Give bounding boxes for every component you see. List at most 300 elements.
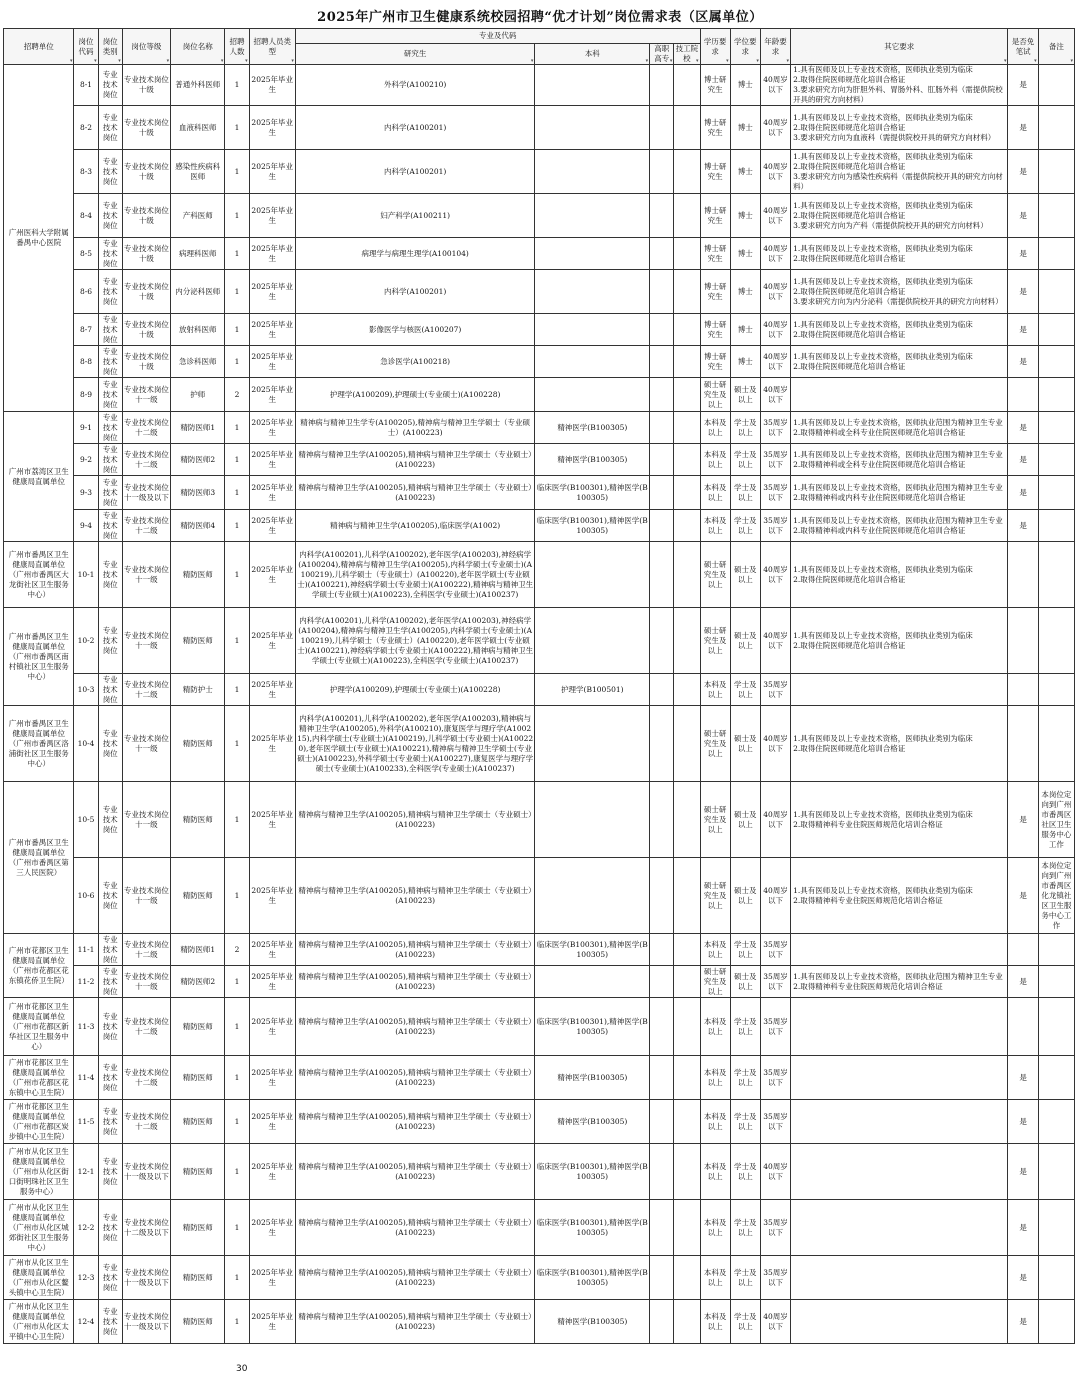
cell-name: 精防医师	[171, 706, 225, 782]
table-row	[4, 542, 1075, 608]
cell-degree: 学士及以上	[730, 934, 760, 966]
cell-edu: 博士研究生	[700, 65, 730, 106]
cell-age: 35周岁以下	[760, 476, 790, 510]
cell-name: 放射科医师	[171, 314, 225, 346]
cell-count: 1	[225, 782, 249, 858]
cell-name: 急诊科医师	[171, 346, 225, 378]
cell-other	[791, 1144, 1008, 1200]
cell-tech	[674, 510, 700, 542]
cell-grad: 精神病与精神卫生学(A100205),精神病与精神卫生学硕士（专业硕士）(A100223)	[295, 934, 535, 966]
cell-edu: 博士研究生	[700, 238, 730, 270]
cell-type: 2025年毕业生	[249, 378, 295, 412]
cell-voc-high	[650, 966, 674, 998]
cell-code: 11-3	[74, 998, 98, 1056]
cell-age: 40周岁以下	[760, 1144, 790, 1200]
cell-type: 2025年毕业生	[249, 858, 295, 934]
cell-degree: 学士及以上	[730, 444, 760, 476]
cell-tech	[674, 1300, 700, 1344]
cell-other: 1.具有医师及以上专业技术资格，医师执业类别为临床 2.取得精神科专业住院医师规范化培训合格证	[791, 782, 1008, 858]
cell-category: 专业技术岗位	[98, 966, 122, 998]
cell-tech	[674, 1056, 700, 1100]
cell-degree: 学士及以上	[730, 1300, 760, 1344]
cell-code: 12-3	[74, 1256, 98, 1300]
cell-degree: 硕士及以上	[730, 858, 760, 934]
header-exempt: 是否免笔试 ▾	[1008, 29, 1038, 65]
cell-category: 专业技术岗位	[98, 444, 122, 476]
cell-code: 9-2	[74, 444, 98, 476]
cell-category: 专业技术岗位	[98, 106, 122, 150]
header-undergrad: 本科 ▾	[535, 44, 650, 65]
cell-level: 专业技术岗位十级	[122, 65, 170, 106]
cell-category: 专业技术岗位	[98, 412, 122, 444]
cell-degree: 博士	[730, 314, 760, 346]
cell-edu: 本科及以上	[700, 998, 730, 1056]
cell-undergrad: 精神医学(B100305)	[535, 1056, 650, 1100]
cell-edu: 本科及以上	[700, 1100, 730, 1144]
cell-level: 专业技术岗位十二级	[122, 510, 170, 542]
cell-type: 2025年毕业生	[249, 706, 295, 782]
cell-degree: 硕士及以上	[730, 378, 760, 412]
cell-count: 2	[225, 378, 249, 412]
table-row	[4, 106, 1075, 150]
cell-name: 普通外科医师	[171, 65, 225, 106]
header-tech: 技工院校 ▾	[675, 44, 699, 64]
cell-category: 专业技术岗位	[98, 858, 122, 934]
cell-tech	[674, 782, 700, 858]
cell-undergrad: 临床医学(B100301),精神医学(B100305)	[535, 510, 650, 542]
cell-code: 12-2	[74, 1200, 98, 1256]
cell-type: 2025年毕业生	[249, 1100, 295, 1144]
cell-count: 1	[225, 1200, 249, 1256]
cell-degree: 学士及以上	[730, 674, 760, 706]
table-row	[4, 706, 1075, 782]
cell-age: 40周岁以下	[760, 1300, 790, 1344]
cell-count: 1	[225, 966, 249, 998]
cell-exempt: 是	[1008, 510, 1038, 542]
cell-tech	[674, 346, 700, 378]
cell-tech	[674, 1100, 700, 1144]
cell-code: 10-1	[74, 542, 98, 608]
table-row	[4, 966, 1075, 998]
cell-code: 8-2	[74, 106, 98, 150]
cell-level: 专业技术岗位十一级	[122, 782, 170, 858]
cell-remark	[1038, 194, 1074, 238]
cell-exempt: 是	[1008, 1056, 1038, 1100]
cell-edu: 博士研究生	[700, 346, 730, 378]
cell-level: 专业技术岗位十二级	[122, 444, 170, 476]
cell-grad: 妇产科学(A100211)	[295, 194, 535, 238]
table-row	[4, 378, 1075, 412]
cell-level: 专业技术岗位十二级	[122, 412, 170, 444]
cell-unit: 广州市花都区卫生健康局直属单位（广州市花都区花东镇中心卫生院）	[4, 1056, 74, 1100]
cell-exempt: 是	[1008, 412, 1038, 444]
cell-type: 2025年毕业生	[249, 510, 295, 542]
cell-edu: 硕士研究生及以上	[700, 966, 730, 998]
cell-grad: 精神病与精神卫生学(A100205),精神病与精神卫生学硕士（专业硕士）(A100223)	[295, 1056, 535, 1100]
cell-level: 专业技术岗位十一级	[122, 858, 170, 934]
cell-type: 2025年毕业生	[249, 65, 295, 106]
cell-name: 精防医师	[171, 1256, 225, 1300]
cell-level: 专业技术岗位十二级	[122, 1100, 170, 1144]
cell-type: 2025年毕业生	[249, 1256, 295, 1300]
cell-exempt: 是	[1008, 476, 1038, 510]
cell-voc-high	[650, 1144, 674, 1200]
cell-code: 8-9	[74, 378, 98, 412]
cell-type: 2025年毕业生	[249, 444, 295, 476]
cell-count: 1	[225, 542, 249, 608]
cell-category: 专业技术岗位	[98, 934, 122, 966]
cell-exempt: 是	[1008, 1100, 1038, 1144]
cell-remark	[1038, 270, 1074, 314]
cell-voc-high	[650, 1056, 674, 1100]
header-grad: 研究生 ▾	[295, 44, 535, 65]
cell-count: 1	[225, 314, 249, 346]
cell-count: 1	[225, 150, 249, 194]
cell-level: 专业技术岗位十级	[122, 270, 170, 314]
cell-unit: 广州市从化区卫生健康局直属单位（广州市从化区太平镇中心卫生院）	[4, 1300, 74, 1344]
cell-category: 专业技术岗位	[98, 1200, 122, 1256]
cell-other	[791, 1256, 1008, 1300]
cell-degree: 博士	[730, 346, 760, 378]
cell-level: 专业技术岗位十一级及以下	[122, 476, 170, 510]
cell-undergrad	[535, 270, 650, 314]
cell-tech	[674, 1200, 700, 1256]
cell-count: 1	[225, 1056, 249, 1100]
cell-category: 专业技术岗位	[98, 542, 122, 608]
cell-tech	[674, 378, 700, 412]
cell-level: 专业技术岗位十级	[122, 194, 170, 238]
header-voc-high: 高职高专 ▾	[650, 44, 674, 65]
cell-grad: 精神病与精神卫生学(A100205),精神病与精神卫生学硕士（专业硕士）(A100223)	[295, 782, 535, 858]
cell-other: 1.具有医师及以上专业技术资格，医师执业类别为临床 2.取得住院医师规范化培训合格证	[791, 314, 1008, 346]
cell-type: 2025年毕业生	[249, 270, 295, 314]
header-age: 年龄要求 ▾	[760, 29, 790, 65]
cell-code: 10-4	[74, 706, 98, 782]
cell-undergrad: 精神医学(B100305)	[535, 1100, 650, 1144]
cell-type: 2025年毕业生	[249, 476, 295, 510]
cell-type: 2025年毕业生	[249, 1056, 295, 1100]
cell-remark	[1038, 1144, 1074, 1200]
cell-tech	[674, 1256, 700, 1300]
cell-level: 专业技术岗位十一级及以下	[122, 1144, 170, 1200]
cell-exempt: 是	[1008, 314, 1038, 346]
cell-remark	[1038, 1200, 1074, 1256]
cell-grad: 外科学(A100210)	[295, 65, 535, 106]
cell-degree: 博士	[730, 106, 760, 150]
cell-count: 1	[225, 706, 249, 782]
cell-other: 1.具有医师及以上专业技术资格，医师执业类别为临床 2.取得住院医师规范化培训合格证	[791, 238, 1008, 270]
cell-count: 1	[225, 1256, 249, 1300]
cell-edu: 本科及以上	[700, 510, 730, 542]
cell-voc-high	[650, 674, 674, 706]
cell-exempt: 是	[1008, 194, 1038, 238]
cell-age: 35周岁以下	[760, 1256, 790, 1300]
cell-name: 精防医师	[171, 608, 225, 674]
cell-exempt	[1008, 674, 1038, 706]
cell-code: 8-6	[74, 270, 98, 314]
table-row	[4, 150, 1075, 194]
cell-edu: 博士研究生	[700, 150, 730, 194]
cell-undergrad	[535, 194, 650, 238]
cell-tech	[674, 706, 700, 782]
cell-code: 8-1	[74, 65, 98, 106]
cell-level: 专业技术岗位十级	[122, 106, 170, 150]
cell-remark	[1038, 238, 1074, 270]
cell-edu: 本科及以上	[700, 1300, 730, 1344]
cell-voc-high	[650, 270, 674, 314]
cell-name: 精防医师	[171, 858, 225, 934]
cell-name: 护师	[171, 378, 225, 412]
cell-tech	[674, 444, 700, 476]
cell-edu: 硕士研究生及以上	[700, 542, 730, 608]
cell-exempt: 是	[1008, 346, 1038, 378]
cell-age: 40周岁以下	[760, 106, 790, 150]
cell-tech	[674, 1144, 700, 1200]
cell-remark	[1038, 444, 1074, 476]
cell-code: 8-7	[74, 314, 98, 346]
cell-age: 40周岁以下	[760, 706, 790, 782]
cell-tech	[674, 314, 700, 346]
cell-name: 病理科医师	[171, 238, 225, 270]
cell-voc-high	[650, 858, 674, 934]
cell-remark	[1038, 1300, 1074, 1344]
page-title: 2025年广州市卫生健康系统校园招聘“优才计划”岗位需求表（区属单位）	[317, 10, 763, 25]
cell-type: 2025年毕业生	[249, 966, 295, 998]
cell-degree: 硕士及以上	[730, 706, 760, 782]
cell-count: 1	[225, 608, 249, 674]
cell-exempt	[1008, 934, 1038, 966]
cell-degree: 博士	[730, 194, 760, 238]
cell-grad: 内科学(A100201),儿科学(A100202),老年医学(A100203),神经病学(A100204),精神病与精神卫生学(A100205),内科学硕士(专业硕士)(A100219),儿科学硕士（专业硕士）(A100220),老年医学硕士(专业硕士)(A100221),神经病学硕士(专业硕士)(A100222),精神病与精神卫生学硕士(专业硕士)(A100223),全科医学(专业硕士)(A100237)	[295, 608, 535, 674]
cell-code: 11-4	[74, 1056, 98, 1100]
cell-grad: 精神病与精神卫生学(A100205),精神病与精神卫生学硕士（专业硕士）(A100223)	[295, 444, 535, 476]
cell-tech	[674, 238, 700, 270]
cell-voc-high	[650, 378, 674, 412]
cell-age: 35周岁以下	[760, 934, 790, 966]
cell-code: 8-4	[74, 194, 98, 238]
cell-undergrad: 护理学(B100501)	[535, 674, 650, 706]
cell-type: 2025年毕业生	[249, 542, 295, 608]
cell-voc-high	[650, 346, 674, 378]
cell-other: 1.具有医师及以上专业技术资格，医师执业类别为临床 2.取得住院医师规范化培训合格证 3.要求研究方向为肝胆外科、胃肠外科、肛肠外科（需提供院校开具的研究方向材料）	[791, 65, 1008, 106]
cell-level: 专业技术岗位十级	[122, 346, 170, 378]
cell-age: 40周岁以下	[760, 65, 790, 106]
header-major-group: 专业及代码	[295, 29, 700, 44]
cell-undergrad: 临床医学(B100301),精神医学(B100305)	[535, 998, 650, 1056]
cell-category: 专业技术岗位	[98, 510, 122, 542]
cell-type: 2025年毕业生	[249, 1300, 295, 1344]
cell-other: 1.具有医师及以上专业技术资格，医师执业类别为临床 2.取得住院医师规范化培训合格证 3.要求研究方向为感染性疾病科（需提供院校开具的研究方向材料）	[791, 150, 1008, 194]
cell-code: 10-5	[74, 782, 98, 858]
cell-tech	[674, 106, 700, 150]
cell-age: 40周岁以下	[760, 346, 790, 378]
cell-count: 1	[225, 346, 249, 378]
cell-exempt: 是	[1008, 444, 1038, 476]
cell-undergrad	[535, 858, 650, 934]
cell-code: 11-1	[74, 934, 98, 966]
cell-grad: 精神病与精神卫生学(A100205),精神病与精神卫生学硕士（专业硕士）(A100223)	[295, 966, 535, 998]
cell-level: 专业技术岗位十二级	[122, 934, 170, 966]
cell-exempt	[1008, 608, 1038, 674]
cell-grad: 精神病与精神卫生学(A100205),精神病与精神卫生学硕士（专业硕士）(A100223)	[295, 1200, 535, 1256]
cell-voc-high	[650, 706, 674, 782]
cell-level: 专业技术岗位十级	[122, 238, 170, 270]
cell-degree: 硕士及以上	[730, 608, 760, 674]
cell-category: 专业技术岗位	[98, 1300, 122, 1344]
cell-degree: 学士及以上	[730, 1056, 760, 1100]
cell-exempt	[1008, 998, 1038, 1056]
cell-name: 精防医师	[171, 1056, 225, 1100]
cell-name: 精防医师	[171, 1200, 225, 1256]
cell-category: 专业技术岗位	[98, 378, 122, 412]
cell-tech	[674, 65, 700, 106]
cell-degree: 博士	[730, 238, 760, 270]
cell-tech	[674, 934, 700, 966]
cell-degree: 学士及以上	[730, 1144, 760, 1200]
cell-age: 40周岁以下	[760, 238, 790, 270]
cell-other: 1.具有医师及以上专业技术资格，医师执业类别为临床 2.取得住院医师规范化培训合格证 3.要求研究方向为内分泌科（需提供院校开具的研究方向材料）	[791, 270, 1008, 314]
cell-voc-high	[650, 542, 674, 608]
cell-name: 精防医师	[171, 998, 225, 1056]
cell-other: 1.具有医师及以上专业技术资格，医师执业范围为精神卫生专业 2.取得精神科或内科专业住院医师规范化培训合格证	[791, 476, 1008, 510]
header-remark: 备注 ▾	[1038, 29, 1074, 65]
cell-undergrad	[535, 65, 650, 106]
cell-code: 10-3	[74, 674, 98, 706]
cell-tech	[674, 412, 700, 444]
cell-undergrad: 临床医学(B100301),精神医学(B100305)	[535, 1144, 650, 1200]
cell-undergrad	[535, 378, 650, 412]
cell-unit: 广州市番禺区卫生健康局直属单位（广州市番禺区洛浦街社区卫生服务中心）	[4, 706, 74, 782]
cell-name: 精防医师4	[171, 510, 225, 542]
cell-grad: 内科学(A100201),儿科学(A100202),老年医学(A100203),神经病学(A100204),精神病与精神卫生学(A100205),内科学硕士(专业硕士)(A100219),儿科学硕士（专业硕士）(A100220),老年医学硕士(专业硕士)(A100221),神经病学硕士(专业硕士)(A100222),精神病与精神卫生学硕士(专业硕士)(A100223),全科医学(专业硕士)(A100237)	[295, 542, 535, 608]
cell-type: 2025年毕业生	[249, 1144, 295, 1200]
cell-remark	[1038, 346, 1074, 378]
cell-count: 1	[225, 238, 249, 270]
table-row	[4, 1100, 1075, 1144]
cell-remark	[1038, 65, 1074, 106]
cell-remark	[1038, 1056, 1074, 1100]
cell-edu: 博士研究生	[700, 314, 730, 346]
cell-exempt: 是	[1008, 782, 1038, 858]
cell-grad: 精神病与精神卫生学(A100205),临床医学(A1002)	[295, 510, 535, 542]
cell-grad: 内科学(A100201),儿科学(A100202),老年医学(A100203),精神病与精神卫生学(A100205),外科学(A100210),康复医学与理疗学(A100215),内科学硕士(专业硕士)(A100219),儿科学硕士(专业硕士)(A100220),老年医学硕士(专业硕士)(A100221),精神病与精神卫生学硕士(专业硕士)(A100223),外科学硕士(专业硕士)(A100227),康复医学与理疗学硕士(专业硕士)(A100233),全科医学(专业硕士)(A100237)	[295, 706, 535, 782]
cell-count: 1	[225, 510, 249, 542]
cell-undergrad: 精神医学(B100305)	[535, 444, 650, 476]
cell-undergrad: 临床医学(B100301),精神医学(B100305)	[535, 934, 650, 966]
cell-exempt: 是	[1008, 1256, 1038, 1300]
cell-edu: 硕士研究生及以上	[700, 706, 730, 782]
cell-count: 1	[225, 106, 249, 150]
cell-voc-high	[650, 510, 674, 542]
cell-remark	[1038, 966, 1074, 998]
cell-grad: 精神病与精神卫生学专(A100205),精神病与精神卫生学硕士（专业硕士）(A100223)	[295, 412, 535, 444]
cell-grad: 影像医学与核医(A100207)	[295, 314, 535, 346]
cell-age: 35周岁以下	[760, 1200, 790, 1256]
table-row	[4, 1300, 1075, 1344]
cell-edu: 本科及以上	[700, 1144, 730, 1200]
cell-exempt: 是	[1008, 150, 1038, 194]
cell-other: 1.具有医师及以上专业技术资格，医师执业类别为临床 2.取得精神科专业住院医师规范化培训合格证	[791, 858, 1008, 934]
cell-exempt	[1008, 706, 1038, 782]
cell-remark	[1038, 608, 1074, 674]
cell-unit: 广州市番禺区卫生健康局直属单位（广州市番禺区大龙街社区卫生服务中心）	[4, 542, 74, 608]
cell-degree: 学士及以上	[730, 1200, 760, 1256]
cell-edu: 博士研究生	[700, 106, 730, 150]
cell-age: 35周岁以下	[760, 966, 790, 998]
cell-type: 2025年毕业生	[249, 150, 295, 194]
cell-grad: 病理学与病理生理学(A100104)	[295, 238, 535, 270]
cell-edu: 本科及以上	[700, 674, 730, 706]
cell-name: 感染性疾病科医师	[171, 150, 225, 194]
cell-type: 2025年毕业生	[249, 608, 295, 674]
cell-type: 2025年毕业生	[249, 998, 295, 1056]
cell-name: 产科医师	[171, 194, 225, 238]
cell-name: 精防护士	[171, 674, 225, 706]
cell-voc-high	[650, 782, 674, 858]
cell-remark: 本岗位定向到广州市番禺区化龙镇社区卫生服务中心工作	[1038, 858, 1074, 934]
cell-voc-high	[650, 476, 674, 510]
cell-tech	[674, 542, 700, 608]
header-degree: 学位要求 ▾	[730, 29, 760, 65]
cell-exempt: 是	[1008, 858, 1038, 934]
cell-voc-high	[650, 1100, 674, 1144]
cell-other: 1.具有医师及以上专业技术资格，医师执业范围为精神卫生专业 2.取得精神科或全科专业住院医师规范化培训合格证	[791, 412, 1008, 444]
cell-voc-high	[650, 1200, 674, 1256]
cell-code: 10-2	[74, 608, 98, 674]
job-requirements-table	[3, 28, 1075, 1344]
cell-other	[791, 998, 1008, 1056]
cell-degree: 硕士及以上	[730, 966, 760, 998]
table-row	[4, 270, 1075, 314]
cell-category: 专业技术岗位	[98, 238, 122, 270]
cell-type: 2025年毕业生	[249, 412, 295, 444]
cell-age: 40周岁以下	[760, 858, 790, 934]
cell-unit: 广州市番禺区卫生健康局直属单位（广州市番禺区第三人民医院）	[4, 782, 74, 934]
cell-tech	[674, 998, 700, 1056]
cell-degree: 学士及以上	[730, 1100, 760, 1144]
cell-other: 1.具有医师及以上专业技术资格，医师执业范围为精神卫生专业 2.取得精神科或全科专业住院医师规范化培训合格证	[791, 444, 1008, 476]
cell-undergrad	[535, 314, 650, 346]
cell-category: 专业技术岗位	[98, 476, 122, 510]
cell-other	[791, 1100, 1008, 1144]
cell-remark	[1038, 674, 1074, 706]
cell-level: 专业技术岗位十一级	[122, 542, 170, 608]
cell-grad: 精神病与精神卫生学(A100205),精神病与精神卫生学硕士（专业硕士）(A100223)	[295, 1144, 535, 1200]
cell-tech	[674, 858, 700, 934]
cell-grad: 急诊医学(A100218)	[295, 346, 535, 378]
cell-exempt: 是	[1008, 270, 1038, 314]
table-row	[4, 238, 1075, 270]
cell-category: 专业技术岗位	[98, 608, 122, 674]
cell-count: 1	[225, 270, 249, 314]
cell-unit: 广州医科大学附属番禺中心医院	[4, 65, 74, 412]
cell-voc-high	[650, 608, 674, 674]
cell-voc-high	[650, 238, 674, 270]
cell-tech	[674, 270, 700, 314]
table-row	[4, 510, 1075, 542]
header-name: 岗位名称 ▾	[171, 29, 225, 65]
cell-other: 1.具有医师及以上专业技术资格，医师执业类别为临床 2.取得住院医师规范化培训合格证	[791, 346, 1008, 378]
cell-remark	[1038, 934, 1074, 966]
cell-voc-high	[650, 444, 674, 476]
cell-undergrad: 临床医学(B100301),精神医学(B100305)	[535, 1256, 650, 1300]
cell-category: 专业技术岗位	[98, 1144, 122, 1200]
table-row	[4, 998, 1075, 1056]
cell-exempt: 是	[1008, 106, 1038, 150]
cell-edu: 本科及以上	[700, 476, 730, 510]
cell-age: 40周岁以下	[760, 314, 790, 346]
cell-name: 精防医师1	[171, 934, 225, 966]
